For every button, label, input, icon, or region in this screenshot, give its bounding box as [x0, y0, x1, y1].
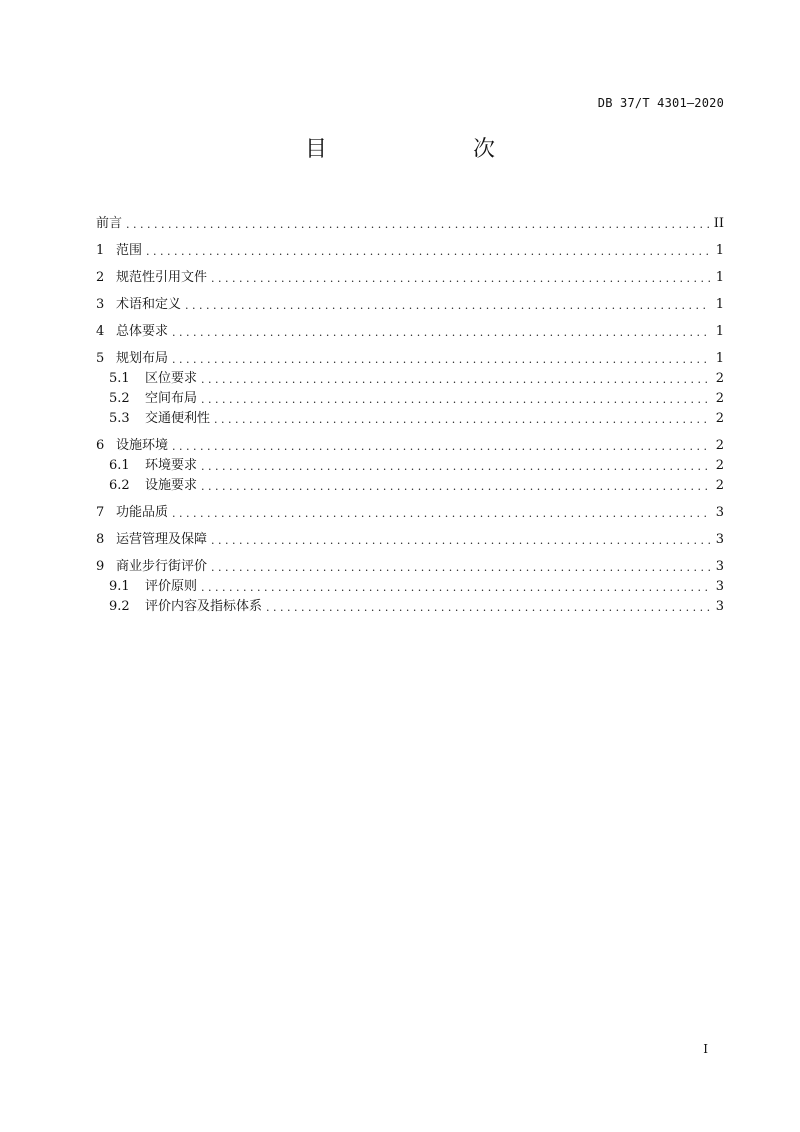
toc-entry-5-2[interactable] — [96, 386, 724, 406]
dot-leader — [201, 393, 710, 406]
toc-entry-7[interactable] — [96, 493, 724, 520]
toc-entry-number: 7 — [96, 505, 105, 520]
dot-leader — [185, 299, 710, 312]
dot-leader — [172, 440, 710, 453]
toc-entry-page: 1 — [715, 243, 724, 258]
toc-entry-1[interactable] — [96, 231, 724, 258]
toc-entry-6-2[interactable] — [96, 473, 724, 493]
toc-entry-number: 9 — [96, 559, 105, 574]
dot-leader — [146, 245, 710, 258]
toc-entry-number: 6 — [96, 438, 105, 453]
toc-entry-page: 3 — [715, 532, 724, 547]
toc-entry-title: 规划布局 — [116, 351, 169, 366]
toc-entry-page: 2 — [715, 438, 724, 453]
toc-entry-title: 术语和定义 — [116, 297, 182, 312]
dot-leader — [172, 326, 710, 339]
dot-leader — [201, 581, 710, 594]
toc-entry-title: 交通便利性 — [145, 411, 211, 426]
toc-entry-4[interactable] — [96, 312, 724, 339]
toc-entry-page: 2 — [715, 391, 724, 406]
toc-entry-number: 5.1 — [109, 371, 130, 386]
toc-entry-page: 1 — [715, 270, 724, 285]
toc-entry-page: 3 — [715, 599, 724, 614]
toc-entry-number: 9.2 — [109, 599, 130, 614]
toc-entry-page: 3 — [715, 559, 724, 574]
dot-leader — [211, 561, 710, 574]
toc-entry-5-1[interactable] — [96, 366, 724, 386]
toc-entry-6-1[interactable] — [96, 453, 724, 473]
dot-leader — [201, 480, 710, 493]
toc-entry-number: 5.3 — [109, 411, 130, 426]
toc-entry-title: 规范性引用文件 — [116, 270, 208, 285]
toc-entry-2[interactable] — [96, 258, 724, 285]
toc-entry-6[interactable] — [96, 426, 724, 453]
page-number: I — [703, 1042, 708, 1056]
toc-entry-9-2[interactable] — [96, 594, 724, 614]
toc-entry-number: 1 — [96, 243, 105, 258]
toc-entry-title: 设施环境 — [116, 438, 169, 453]
toc-entry-title: 功能品质 — [116, 505, 169, 520]
toc-entry-title: 总体要求 — [116, 324, 169, 339]
toc-entry-title: 空间布局 — [145, 391, 198, 406]
dot-leader — [172, 507, 710, 520]
dot-leader — [126, 218, 710, 231]
toc-entry-title: 评价原则 — [145, 579, 198, 594]
toc-entry-title: 运营管理及保障 — [116, 532, 208, 547]
toc-entry-3[interactable] — [96, 285, 724, 312]
toc-entry-number: 8 — [96, 532, 105, 547]
toc-entry-number: 5.2 — [109, 391, 130, 406]
page-title: 目 次 — [304, 137, 529, 162]
toc-entry-page: 3 — [715, 505, 724, 520]
toc-entry-5[interactable] — [96, 339, 724, 366]
toc-entry-title: 范围 — [116, 243, 143, 258]
toc-entry-8[interactable] — [96, 520, 724, 547]
dot-leader — [211, 272, 710, 285]
toc-entry-page: 2 — [715, 478, 724, 493]
toc-entry-page: 2 — [715, 458, 724, 473]
toc-entry-title: 评价内容及指标体系 — [145, 599, 263, 614]
dot-leader — [172, 353, 710, 366]
toc-entry-page: 1 — [715, 297, 724, 312]
toc-entry-5-3[interactable] — [96, 406, 724, 426]
dot-leader — [211, 534, 710, 547]
toc-entry-number: 5 — [96, 351, 105, 366]
toc-entry-number: 4 — [96, 324, 105, 339]
toc-entry-title: 区位要求 — [145, 371, 198, 386]
toc-entry-number: 2 — [96, 270, 105, 285]
toc-entry-number: 6.2 — [109, 478, 130, 493]
toc-entry-title: 环境要求 — [145, 458, 198, 473]
toc-entry-number: 9.1 — [109, 579, 130, 594]
document-code: DB 37/T 4301—2020 — [597, 96, 724, 110]
toc-entry-page: 1 — [715, 351, 724, 366]
table-of-contents — [96, 204, 724, 614]
toc-entry-page: 3 — [715, 579, 724, 594]
dot-leader — [201, 460, 710, 473]
dot-leader — [214, 413, 710, 426]
toc-entry-page: II — [713, 216, 724, 231]
toc-entry-page: 2 — [715, 411, 724, 426]
toc-entry-page: 1 — [715, 324, 724, 339]
toc-entry-page: 2 — [715, 371, 724, 386]
toc-entry-number: 6.1 — [109, 458, 130, 473]
toc-entry-title: 设施要求 — [145, 478, 198, 493]
toc-entry-9-1[interactable] — [96, 574, 724, 594]
toc-entry-foreword[interactable] — [96, 204, 724, 231]
toc-entry-number: 3 — [96, 297, 105, 312]
toc-entry-title: 商业步行街评价 — [116, 559, 208, 574]
toc-entry-9[interactable] — [96, 547, 724, 574]
dot-leader — [266, 601, 710, 614]
dot-leader — [201, 373, 710, 386]
toc-entry-title: 前言 — [96, 216, 123, 231]
